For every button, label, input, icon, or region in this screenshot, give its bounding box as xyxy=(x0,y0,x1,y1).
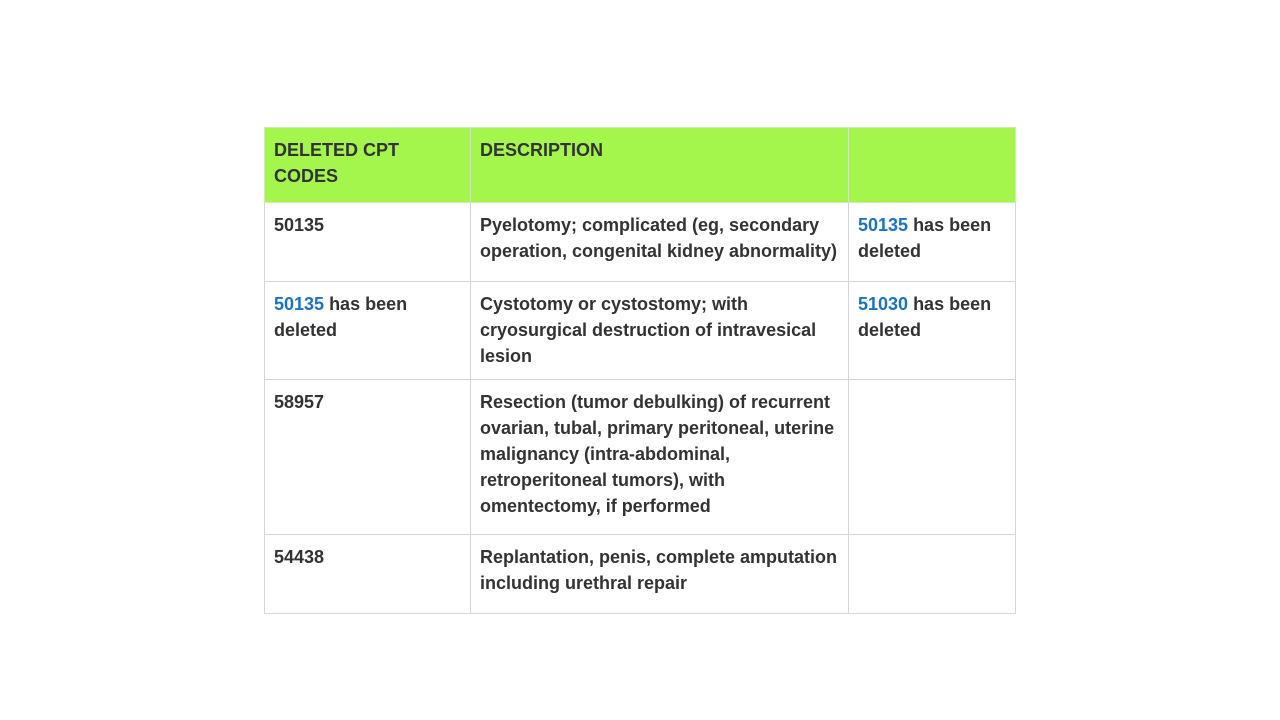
description-cell: Pyelotomy; complicated (eg, secondary operation, congenital kidney abnormality) xyxy=(471,203,849,282)
cpt-code-link[interactable]: 50135 xyxy=(858,215,909,235)
description-cell: Replantation, penis, complete amputation including urethral repair xyxy=(471,535,849,614)
description-cell: Resection (tumor debulking) of recurrent ovarian, tubal, primary peritoneal, uterine malignancy (intra-abdominal, retroperitoneal tumors), with omentectomy, if performed xyxy=(471,380,849,535)
code-cell xyxy=(265,282,471,380)
cpt-table-container xyxy=(264,127,1015,614)
note-cell xyxy=(849,380,1016,535)
code-cell: 50135 xyxy=(265,203,471,282)
code-note-text: has been deleted xyxy=(274,294,408,340)
note-text: has been deleted xyxy=(858,294,992,340)
code-cell: 58957 xyxy=(265,380,471,535)
table-header-row xyxy=(265,128,1016,203)
note-cell xyxy=(849,203,1016,282)
deleted-cpt-codes-table xyxy=(264,127,1016,614)
table-row xyxy=(265,380,1016,535)
note-cell xyxy=(849,282,1016,380)
table-row xyxy=(265,203,1016,282)
table-row xyxy=(265,282,1016,380)
table-row xyxy=(265,535,1016,614)
note-cell xyxy=(849,535,1016,614)
cpt-code-link[interactable]: 51030 xyxy=(858,294,909,314)
cpt-code-link[interactable]: 50135 xyxy=(274,294,325,314)
code-cell: 54438 xyxy=(265,535,471,614)
description-cell: Cystotomy or cystostomy; with cryosurgical destruction of intravesical lesion xyxy=(471,282,849,380)
header-description: DESCRIPTION xyxy=(471,128,849,203)
note-text: has been deleted xyxy=(858,215,992,261)
header-deleted-cpt-codes: DELETED CPT CODES xyxy=(265,128,471,203)
header-notes xyxy=(849,128,1016,203)
